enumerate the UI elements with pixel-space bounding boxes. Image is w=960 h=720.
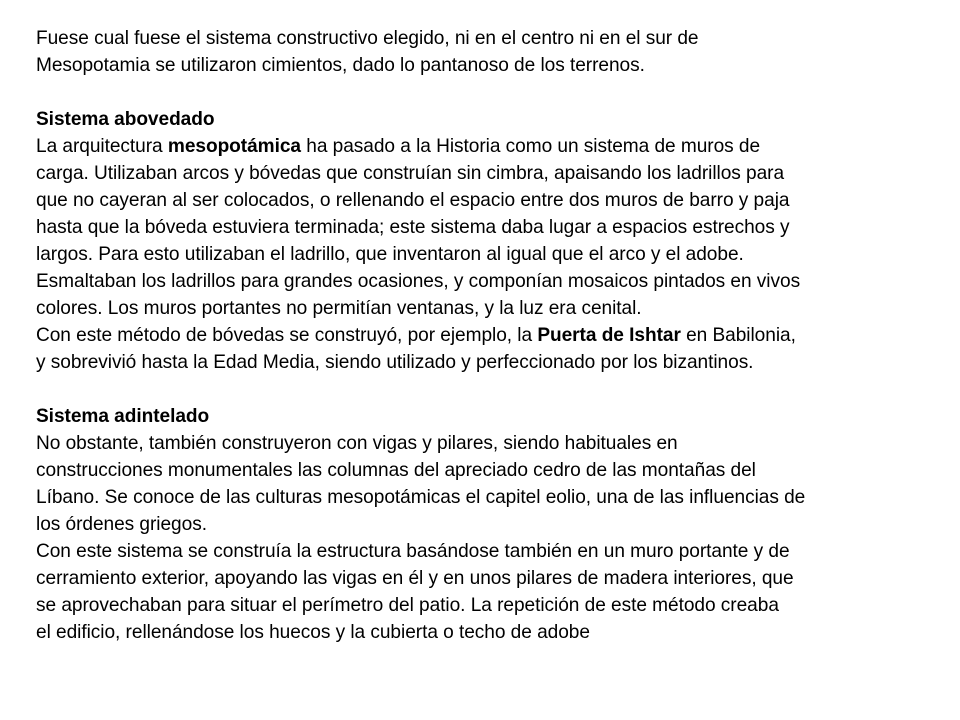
vaulted-line bbox=[36, 133, 924, 160]
bold-term-puerta-de-ishtar: Puerta de Ishtar bbox=[537, 325, 681, 346]
intro-line: Mesopotamia se utilizaron cimientos, dado lo pantanoso de los terrenos. bbox=[36, 55, 645, 76]
vaulted-line: colores. Los muros portantes no permitían ventanas, y la luz era cenital. bbox=[36, 298, 642, 319]
intro-line: Fuese cual fuese el sistema constructivo elegido, ni en el centro ni en el sur de bbox=[36, 28, 699, 49]
text-run: Con este método de bóvedas se construyó, por ejemplo, la bbox=[36, 325, 538, 346]
paragraph-spacer bbox=[36, 79, 924, 106]
lintel-line: Líbano. Se conoce de las culturas mesopotámicas el capitel eolio, una de las influencias de bbox=[36, 487, 806, 508]
slide-text-body bbox=[36, 25, 924, 646]
lintel-line: construcciones monumentales las columnas del apreciado cedro de las montañas del bbox=[36, 460, 756, 481]
heading-vaulted-system: Sistema abovedado bbox=[36, 109, 215, 130]
bold-term-mesopotamica: mesopotámica bbox=[167, 136, 301, 157]
lintel-line: No obstante, también construyeron con vigas y pilares, siendo habituales en bbox=[36, 433, 678, 454]
lintel-line: el edificio, rellenándose los huecos y la cubierta o techo de adobe bbox=[36, 622, 590, 643]
vaulted-line: largos. Para esto utilizaban el ladrillo, que inventaron al igual que el arco y el adobe. bbox=[36, 244, 744, 265]
text-run: en Babilonia, bbox=[680, 325, 796, 346]
lintel-line: se aprovechaban para situar el perímetro del patio. La repetición de este método creaba bbox=[36, 595, 779, 616]
lintel-line: cerramiento exterior, apoyando las vigas en él y en unos pilares de madera interiores, que bbox=[36, 568, 794, 589]
vaulted-line: Esmaltaban los ladrillos para grandes ocasiones, y componían mosaicos pintados en vivos bbox=[36, 271, 801, 292]
paragraph-spacer bbox=[36, 376, 924, 403]
vaulted-line: hasta que la bóveda estuviera terminada; este sistema daba lugar a espacios estrechos y bbox=[36, 217, 790, 238]
vaulted-line: y sobrevivió hasta la Edad Media, siendo utilizado y perfeccionado por los bizantinos. bbox=[36, 352, 754, 373]
lintel-line: Con este sistema se construía la estructura basándose también en un muro portante y de bbox=[36, 541, 790, 562]
text-run: La arquitectura bbox=[36, 136, 168, 157]
heading-lintel-system: Sistema adintelado bbox=[36, 406, 210, 427]
vaulted-line: carga. Utilizaban arcos y bóvedas que construían sin cimbra, apaisando los ladrillos para bbox=[36, 163, 785, 184]
text-run: ha pasado a la Historia como un sistema de muros de bbox=[301, 136, 761, 157]
vaulted-line: que no cayeran al ser colocados, o rellenando el espacio entre dos muros de barro y paja bbox=[36, 190, 790, 211]
vaulted-line bbox=[36, 322, 924, 349]
lintel-line: los órdenes griegos. bbox=[36, 514, 207, 535]
